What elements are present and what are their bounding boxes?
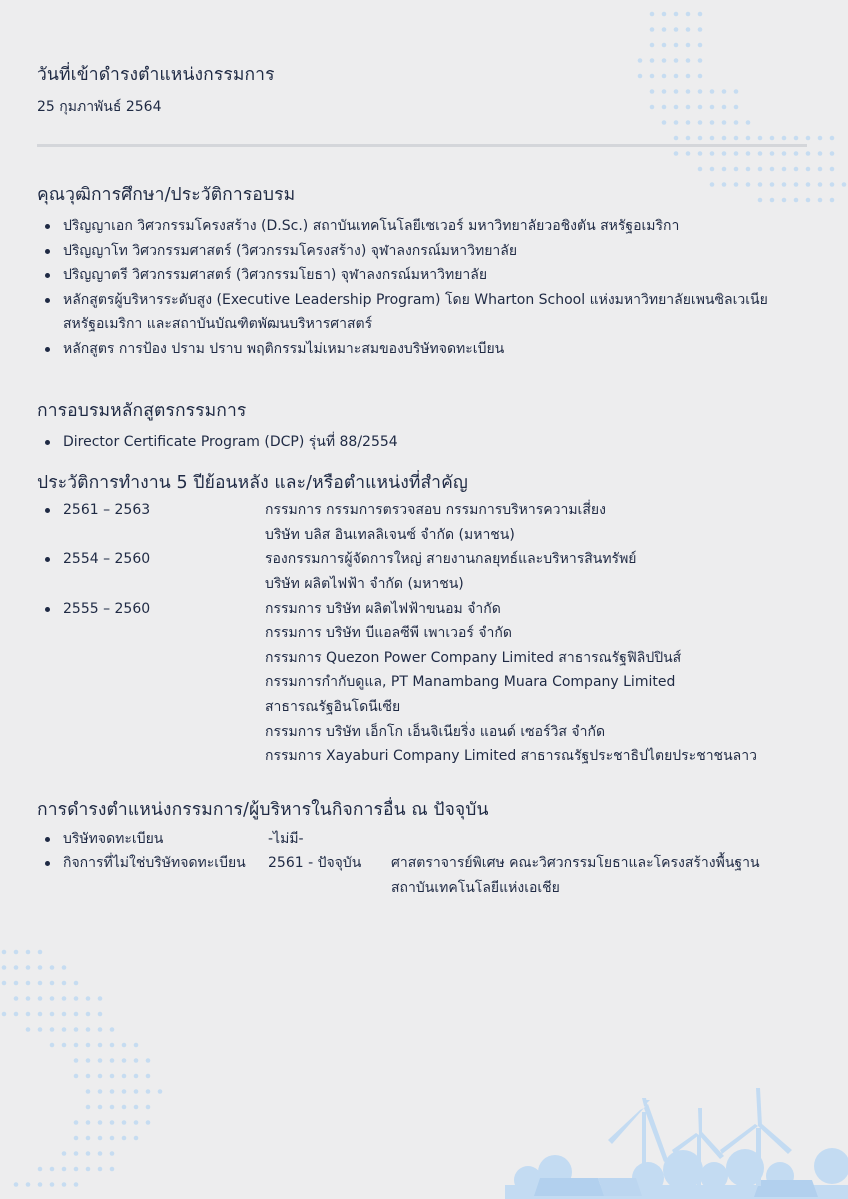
list-item: หลักสูตร การป้อง ปราม ปราบ พฤติกรรมไม่เหมาะสมของบริษัทจดทะเบียน [37, 337, 817, 362]
list-item: ปริญญาโท วิศวกรรมศาสตร์ (วิศวกรรมโครงสร้าง) จุฬาลงกรณ์มหาวิทยาลัย [37, 239, 817, 264]
dot-pattern-bottom-left [2, 950, 163, 1187]
work-period: 2555 – 2560 [63, 600, 151, 617]
work-position-line: กรรมการ บริษัท เอ็กโก เอ็นจิเนียริ่ง แอนด์ เซอร์วิส จำกัด [265, 723, 606, 740]
current-positions-section [37, 795, 817, 901]
work-position-line: กรรมการ บริษัท ผลิตไฟฟ้าขนอม จำกัด [265, 600, 501, 617]
list-item: หลักสูตรผู้บริหารระดับสูง (Executive Leadership Program) โดย Wharton School แห่งมหาวิทยาลัยเพนซิลเวเนีย สหรัฐอเมริกา และสถาบันบัณฑิตพัฒนบริหารศาสตร์ [37, 288, 817, 337]
non-listed-company-label: กิจการที่ไม่ใช่บริษัทจดทะเบียน [63, 855, 246, 872]
divider [37, 144, 807, 147]
work-history-entry [37, 498, 817, 547]
appointment-heading: วันที่เข้าดำรงตำแหน่งกรรมการ [37, 65, 275, 85]
wind-turbine-scenery-illustration [505, 1088, 848, 1199]
current-positions-heading: การดำรงตำแหน่งกรรมการ/ผู้บริหารในกิจการอื่น ณ ปัจจุบัน [37, 799, 489, 820]
work-position-line: กรรมการ Xayaburi Company Limited สาธารณรัฐประชาธิปไตยประชาชนลาว [265, 748, 757, 765]
education-heading: คุณวุฒิการศึกษา/ประวัติการอบรม [37, 185, 296, 205]
list-item: ปริญญาเอก วิศวกรรมโครงสร้าง (D.Sc.) สถาบันเทคโนโลยีเซเวอร์ มหาวิทยาลัยวอชิงตัน สหรัฐอเมริกา [37, 214, 817, 239]
work-history-list [37, 498, 817, 769]
work-position-line: กรรมการ กรรมการตรวจสอบ กรรมการบริหารความเสี่ยง [265, 502, 606, 519]
appointment-section [37, 60, 817, 118]
appointment-date: 25 กุมภาพันธ์ 2564 [37, 99, 162, 115]
work-position-line: บริษัท ผลิตไฟฟ้า จำกัด (มหาชน) [265, 575, 464, 592]
current-positions-list [37, 827, 817, 901]
work-position-line: กรรมการกำกับดูแล, PT Manambang Muara Company Limited [265, 674, 676, 691]
education-list [37, 214, 817, 362]
work-position-line: รองกรรมการผู้จัดการใหญ่ สายงานกลยุทธ์และบริหารสินทรัพย์ [265, 551, 637, 568]
director-training-list [37, 430, 817, 455]
non-listed-company-entry [37, 851, 817, 900]
director-training-heading: การอบรมหลักสูตรกรรมการ [37, 400, 247, 421]
work-position-line: กรรมการ บริษัท บีแอลซีพี เพาเวอร์ จำกัด [265, 625, 512, 642]
work-position-line: บริษัท บลิส อินเทลลิเจนซ์ จำกัด (มหาชน) [265, 526, 515, 543]
work-position-line: สาธารณรัฐอินโดนีเซีย [265, 698, 401, 715]
director-training-section [37, 396, 817, 455]
profile-content [37, 60, 817, 900]
non-listed-position-line: ศาสตราจารย์พิเศษ คณะวิศวกรรมโยธาและโครงสร้างพื้นฐาน [391, 855, 760, 872]
work-position-line: กรรมการ Quezon Power Company Limited สาธารณรัฐฟิลิปปินส์ [265, 649, 682, 666]
work-history-section [37, 468, 817, 769]
work-history-entry [37, 547, 817, 596]
education-section [37, 180, 817, 362]
work-history-heading: ประวัติการทำงาน 5 ปีย้อนหลัง และ/หรือตำแหน่งที่สำคัญ [37, 473, 468, 494]
listed-company-label: บริษัทจดทะเบียน [63, 830, 164, 847]
list-item: Director Certificate Program (DCP) รุ่นที่ 88/2554 [37, 430, 817, 455]
list-item: ปริญญาตรี วิศวกรรมศาสตร์ (วิศวกรรมโยธา) จุฬาลงกรณ์มหาวิทยาลัย [37, 263, 817, 288]
non-listed-position-line: สถาบันเทคโนโลยีแห่งเอเชีย [391, 879, 560, 896]
non-listed-company-period: 2561 - ปัจจุบัน [268, 855, 362, 872]
work-history-entry [37, 597, 817, 769]
work-period: 2561 – 2563 [63, 502, 151, 519]
work-period: 2554 – 2560 [63, 551, 151, 568]
listed-company-entry [37, 827, 817, 852]
listed-company-value: -ไม่มี- [268, 830, 304, 847]
